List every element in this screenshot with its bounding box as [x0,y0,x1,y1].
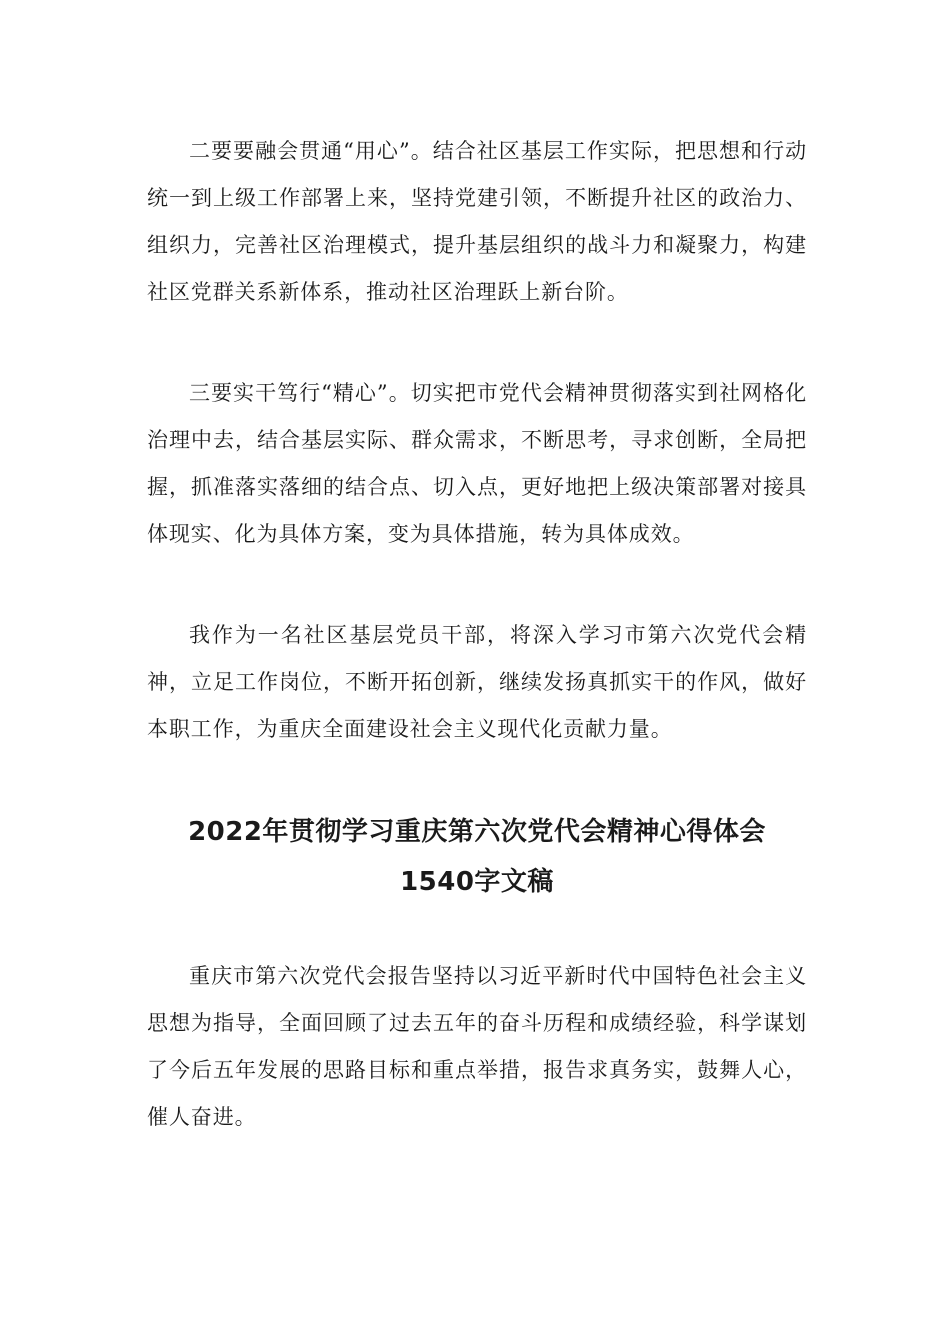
paragraph-1: 二要要融会贯通“用心”。结合社区基层工作实际，把思想和行动统一到上级工作部署上来，坚持党建引领，不断提升社区的政治力、组织力，完善社区治理模式，提升基层组织的战斗力和凝聚力，构建社区党群关系新体系，推动社区治理跃上新台阶。 [147,139,807,304]
paragraph-3: 我作为一名社区基层党员干部，将深入学习市第六次党代会精神，立足工作岗位，不断开拓创新，继续发扬真抓实干的作风，做好本职工作，为重庆全面建设社会主义现代化贡献力量。 [147,623,807,741]
document-title [127,807,827,907]
paragraph-4: 重庆市第六次党代会报告坚持以习近平新时代中国特色社会主义思想为指导，全面回顾了过去五年的奋斗历程和成绩经验，科学谋划了今后五年发展的思路目标和重点举措，报告求真务实，鼓舞人心，催人奋进。 [147,964,807,1129]
title-line-1: 2022年贯彻学习重庆第六次党代会精神心得体会 [188,817,766,847]
title-line-2: 1540字文稿 [400,867,554,897]
paragraph-2: 三要实干笃行“精心”。切实把市党代会精神贯彻落实到社网格化治理中去，结合基层实际、群众需求，不断思考，寻求创断，全局把握，抓准落实落细的结合点、切入点，更好地把上级决策部署对接具体现实、化为具体方案，变为具体措施，转为具体成效。 [147,381,807,546]
document-page [147,128,807,1195]
